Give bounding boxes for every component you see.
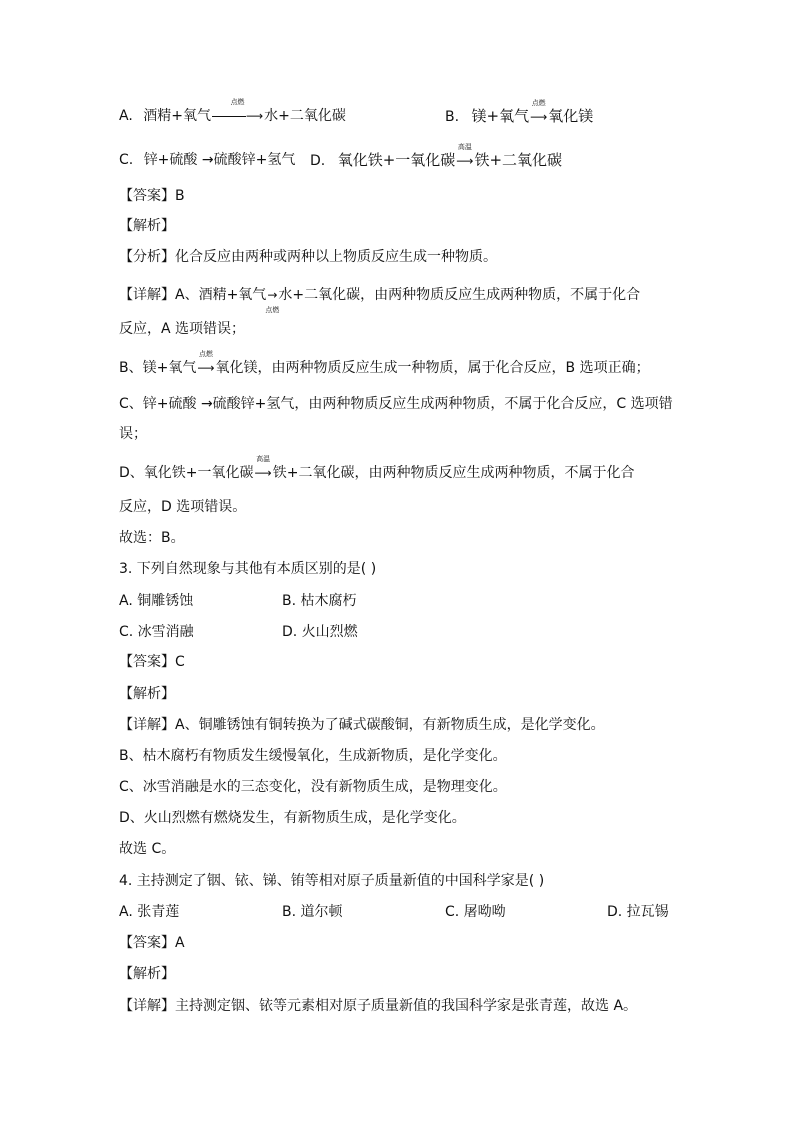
products: 水+二氧化碳 (264, 108, 346, 124)
q2-detail-d (119, 455, 635, 483)
q3-answer: 【答案】C (119, 654, 185, 670)
detail-text: 水+二氧化碳，由两种物质反应生成两种物质，不属于化合 (278, 287, 641, 303)
q3-choose: 故选 C。 (119, 841, 176, 857)
detail-text: D、氧化铁+一氧化碳 (119, 465, 254, 481)
products: 氧化镁 (548, 107, 594, 125)
q2-detail-a-cont: 反应，A 选项错误； (119, 321, 246, 337)
q4-stem: 4. 主持测定了铟、铱、锑、铕等相对原子质量新值的中国科学家是( ) (119, 873, 545, 889)
option-letter: A. (119, 108, 133, 124)
reactants: 镁+氧气 (471, 107, 530, 125)
detail-text: 【详解】A、酒精+氧气 (119, 287, 267, 303)
q2-fenxi: 【分析】化合反应由两种或两种以上物质反应生成一种物质。 (119, 249, 497, 265)
q4-option-c: C. 屠呦呦 (445, 904, 506, 920)
q4-option-b: B. 道尔顿 (282, 904, 343, 920)
q4-answer: 【答案】A (119, 935, 185, 951)
q3-option-b: B. 枯木腐朽 (282, 593, 357, 609)
q4-option-a: A. 张青莲 (119, 904, 180, 920)
q3-detail-d: D、火山烈燃有燃烧发生，有新物质生成，是化学变化。 (119, 810, 466, 826)
option-text: 锌+硫酸 →硫酸锌+氢气 (143, 152, 296, 168)
q2-option-a (119, 98, 346, 126)
q2-detail-b (119, 350, 650, 378)
option-letter: D. (310, 153, 326, 169)
q3-analysis-title: 【解析】 (119, 686, 175, 702)
reaction-arrow: 点燃 ⟶ (530, 99, 548, 124)
reactants: 氧化铁+一氧化碳 (337, 151, 456, 169)
detail-text: 氧化镁，由两种物质反应生成一种物质，属于化合反应，B 选项正确； (215, 360, 650, 376)
detail-text: 铁+二氧化碳，由两种物质反应生成两种物质，不属于化合 (272, 465, 635, 481)
reaction-condition: 点燃 (531, 99, 546, 107)
q2-option-d (310, 143, 563, 171)
q2-option-c (119, 150, 295, 170)
reaction-arrow: 点燃 ⟶ (197, 350, 215, 375)
reaction-condition: 点燃 (198, 350, 213, 358)
q2-choose: 故选：B。 (119, 530, 185, 546)
q2-detail-c-cont: 误； (119, 426, 147, 442)
option-letter: B. (445, 109, 460, 125)
q2-detail-c: C、锌+硫酸 →硫酸锌+氢气，由两种物质反应生成两种物质，不属于化合反应，C 选项错 (119, 396, 673, 412)
q2-detail-a (119, 285, 641, 314)
q3-detail-b: B、枯木腐朽有物质发生缓慢氧化，生成新物质，是化学变化。 (119, 748, 507, 764)
reaction-condition: 高温 (256, 455, 271, 463)
q3-option-a: A. 铜雕锈蚀 (119, 593, 194, 609)
q3-option-c: C. 冰雪消融 (119, 624, 194, 640)
q4-option-d: D. 拉瓦锡 (607, 904, 669, 920)
q3-option-d: D. 火山烈燃 (282, 624, 358, 640)
option-letter: C. (119, 152, 134, 168)
q3-detail-c: C、冰雪消融是水的三态变化，没有新物质生成，是物理变化。 (119, 779, 507, 795)
q3-stem: 3. 下列自然现象与其他有本质区别的是( ) (119, 561, 377, 577)
reaction-condition: 点燃 (265, 306, 280, 314)
reaction-condition: 点燃 (230, 98, 245, 106)
q3-detail-a: 【详解】A、铜雕锈蚀有铜转换为了碱式碳酸铜，有新物质生成，是化学变化。 (119, 717, 605, 733)
reactants: 酒精+氧气 (143, 108, 211, 124)
detail-text: B、镁+氧气 (119, 360, 197, 376)
reaction-condition: 高温 (457, 143, 472, 151)
q4-analysis-title: 【解析】 (119, 966, 175, 982)
reaction-arrow: → 点燃 (265, 288, 280, 314)
q2-detail-d-cont: 反应，D 选项错误。 (119, 499, 247, 515)
reaction-arrow: 高温 ⟶ (254, 455, 272, 480)
reaction-arrow: 高温 ⟶ (456, 143, 474, 168)
q2-analysis-title: 【解析】 (119, 218, 175, 234)
q4-detail: 【详解】主持测定铟、铱等元素相对原子质量新值的我国科学家是张青莲，故选 A。 (119, 998, 638, 1014)
reaction-arrow: 点燃 ⟶ (212, 106, 263, 126)
q2-answer: 【答案】B (119, 188, 185, 204)
products: 铁+二氧化碳 (474, 151, 563, 169)
q2-option-b (445, 99, 594, 127)
